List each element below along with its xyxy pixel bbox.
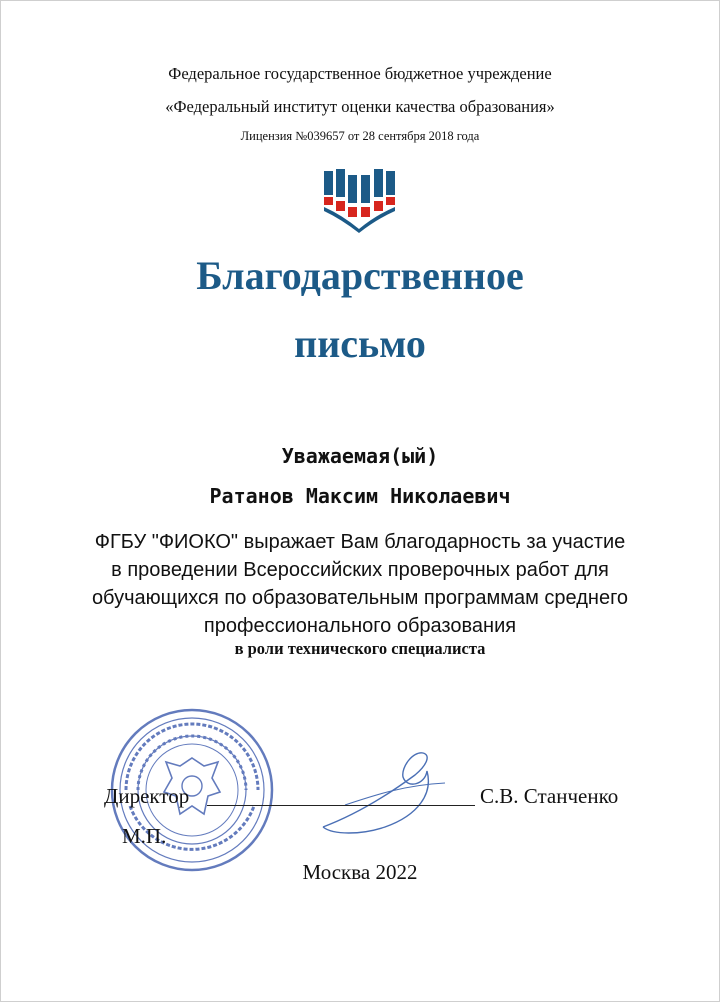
city-year: Москва 2022 [302,860,418,884]
title-line-1: Благодарственное [196,253,524,298]
greeting: Уважаемая(ый) [281,444,439,468]
license-text: Лицензия №039657 от 28 сентября 2018 года [240,129,480,143]
signature-line [207,805,475,806]
signature-icon [315,745,455,840]
fioko-logo-icon [322,167,398,235]
body-text [0,528,720,640]
organization-line-2: «Федеральный институт оценки качества образования» [165,97,555,116]
director-label: Директор [104,784,190,808]
organization-line-1: Федеральное государственное бюджетное учреждение [168,64,552,83]
signer-name: С.В. Станченко [480,784,619,808]
title-line-2: письмо [294,321,426,366]
body-line: обучающихся по образовательным программам среднего [91,587,629,609]
body-line: в проведении Всероссийских проверочных работ для [111,559,609,581]
recipient-name: Ратанов Максим Николаевич [209,484,511,508]
seal-place-label: М.П. [122,824,167,848]
body-line: ФГБУ "ФИОКО" выражает Вам благодарность за участие [94,531,626,553]
role-text: в роли технического специалиста [234,639,486,658]
body-line: профессионального образования [203,615,517,637]
